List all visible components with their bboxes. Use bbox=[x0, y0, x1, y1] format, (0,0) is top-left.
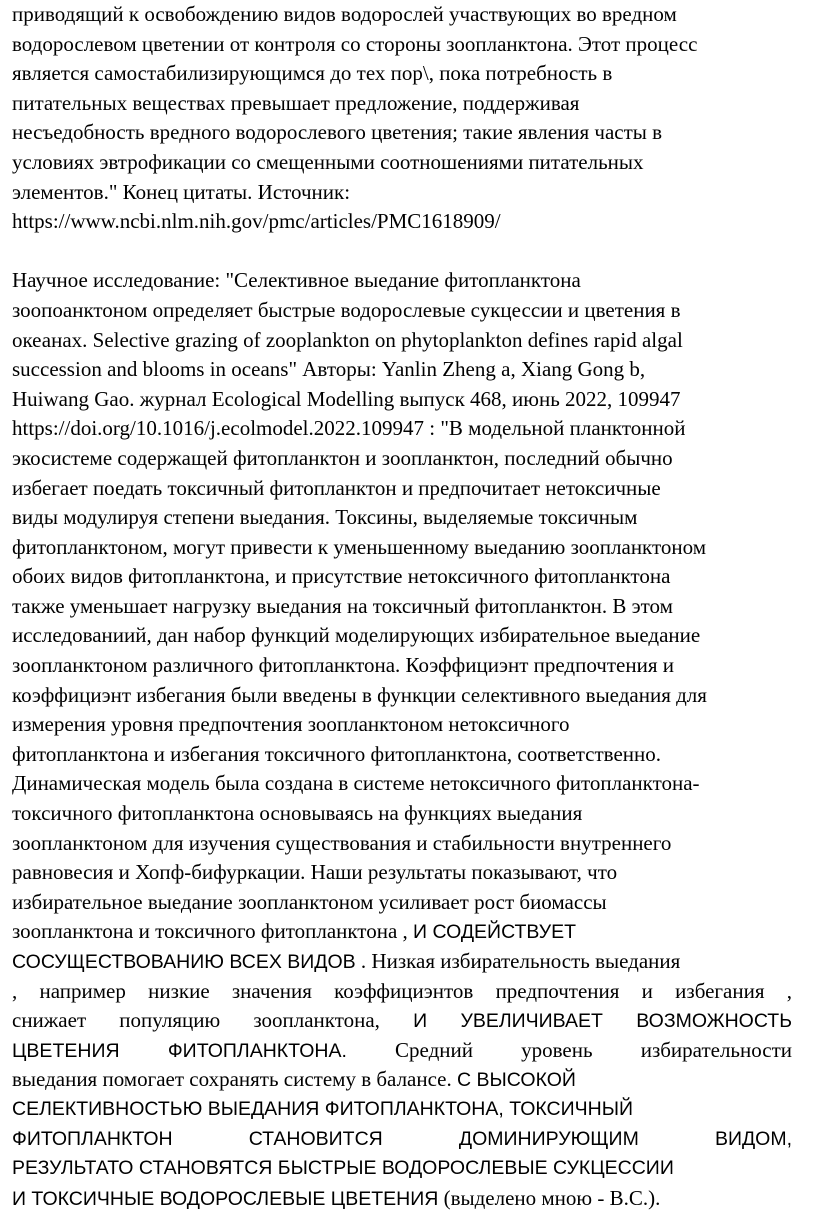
emphasis-caps: СОСУЩЕСТВОВАНИЮ ВСЕХ ВИДОВ bbox=[12, 951, 356, 973]
text-run: зоопланктона и токсичного фитопланктона , bbox=[12, 919, 414, 944]
text-line bbox=[12, 1036, 792, 1066]
source-url: https://www.ncbi.nlm.nih.gov/pmc/articles/PMC1618909/ bbox=[12, 209, 501, 234]
text-line: фитопланктоном, могут привести к уменьшенному выеданию зоопланктоном bbox=[12, 534, 707, 559]
emphasis-caps-line: СЕЛЕКТИВНОСТЬЮ ВЫЕДАНИЯ ФИТОПЛАНКТОНА, ТОКСИЧНЫЙ bbox=[12, 1097, 634, 1120]
text-line: измерения уровня предпочтения зоопланктоном нетоксичного bbox=[12, 712, 570, 737]
paragraph-citation-end bbox=[12, 0, 792, 237]
emphasis-caps: И УВЕЛИЧИВАЕТ ВОЗМОЖНОСТЬ bbox=[413, 1010, 792, 1033]
text-line: Huiwang Gao. журнал Ecological Modelling выпуск 468, июнь 2022, 109947 bbox=[12, 386, 681, 411]
text-run: выедания помогает сохранять систему в балансе. bbox=[12, 1067, 457, 1092]
emphasis-caps-line: ФИТОПЛАНКТОН СТАНОВИТСЯ ДОМИНИРУЮЩИМ ВИДОМ, bbox=[12, 1127, 792, 1150]
text-line bbox=[12, 917, 792, 947]
text-line: виды модулируя степени выедания. Токсины, выделяемые токсичным bbox=[12, 505, 638, 530]
text-line: коэффициэнт избегания были введены в функции селективного выедания для bbox=[12, 682, 707, 707]
text-line: зоопланктоном для изучения существования и стабильности внутреннего bbox=[12, 830, 672, 855]
text-line: приводящий к освобождению видов водорослей участвующих во вредном bbox=[12, 2, 677, 26]
text-line bbox=[12, 947, 792, 977]
text-line bbox=[12, 1184, 792, 1214]
text-line: обоих видов фитопланктона, и присутствие нетоксичного фитопланктона bbox=[12, 564, 671, 589]
text-line: фитопланктона и избегания токсичного фитопланктона, соответственно. bbox=[12, 741, 662, 766]
author-note: (выделено мною - В.С.). bbox=[438, 1185, 661, 1210]
text-line: избегает поедать токсичный фитопланктон и предпочитает нетоксичные bbox=[12, 475, 661, 500]
text-line: является самостабилизирующимся до тех пор\, пока потребность в bbox=[12, 61, 613, 86]
text-line: Научное исследование: "Селективное выедание фитопланктона bbox=[12, 268, 581, 293]
text-line: succession and blooms in oceans" Авторы: Yanlin Zheng a, Xiang Gong b, bbox=[12, 357, 646, 382]
text-run: снижает популяцию зоопланктона, bbox=[12, 1008, 414, 1033]
text-line: океанах. Selective grazing of zooplankton on phytoplankton defines rapid algal bbox=[12, 327, 683, 352]
emphasis-caps: И СОДЕЙСТВУЕТ bbox=[413, 921, 577, 944]
text-line: зоопланктоном различного фитопланктона. Коэффициэнт предпочтения и bbox=[12, 653, 674, 678]
text-run: . Низкая избирательность выедания bbox=[355, 949, 681, 973]
text-line: экосистеме содержащей фитопланктон и зоопланктон, последний обычно bbox=[12, 445, 673, 470]
emphasis-caps-line: РЕЗУЛЬТАТО СТАНОВЯТСЯ БЫСТРЫЕ ВОДОРОСЛЕВЫЕ СУКЦЕССИИ bbox=[12, 1157, 674, 1180]
emphasis-caps: ЦВЕТЕНИЯ ФИТОПЛАНКТОНА. bbox=[12, 1039, 347, 1062]
text-line: исследованиий, дан набор функций моделирующих избирательное выедание bbox=[12, 623, 701, 648]
text-line: элементов." Конец цитаты. Источник: bbox=[12, 179, 351, 204]
emphasis-caps: С ВЫСОКОЙ bbox=[457, 1069, 576, 1092]
text-line: водорослевом цветении от контроля со стороны зоопланктона. Этот процесс bbox=[12, 31, 698, 56]
text-line: токсичного фитопланктона основываясь на функциях выедания bbox=[12, 801, 583, 826]
text-line: питательных веществах превышает предложение, поддерживая bbox=[12, 90, 580, 115]
text-line: избирательное выедание зоопланктоном усиливает рост биомассы bbox=[12, 889, 607, 914]
text-run: Средний уровень избирательности bbox=[346, 1037, 792, 1062]
text-line: Динамическая модель была создана в системе нетоксичного фитопланктона- bbox=[12, 771, 700, 796]
text-line: равновесия и Хопф-бифуркации. Наши результаты показывают, что bbox=[12, 860, 618, 885]
text-line: условиях эвтрофикации со смещенными соотношениями питательных bbox=[12, 149, 644, 174]
doi-line: https://doi.org/10.1016/j.ecolmodel.2022.109947 : "В модельной планктонной bbox=[12, 416, 686, 441]
emphasis-caps: И ТОКСИЧНЫЕ ВОДОРОСЛЕВЫЕ ЦВЕТЕНИЯ bbox=[12, 1187, 439, 1210]
paragraph-gap bbox=[12, 237, 792, 267]
paragraph-study bbox=[12, 266, 792, 1213]
text-line: также уменьшает нагрузку выедания на токсичный фитопланктон. В этом bbox=[12, 593, 673, 618]
document-page bbox=[12, 0, 792, 1213]
text-line bbox=[12, 1065, 792, 1095]
text-line: , например низкие значения коэффициэнтов предпочтения и избегания , bbox=[12, 978, 792, 1003]
text-line bbox=[12, 1006, 792, 1036]
text-line: зоопоанктоном определяет быстрые водорослевые сукцессии и цветения в bbox=[12, 297, 681, 322]
text-line: несъедобность вредного водорослевого цветения; такие явления часты в bbox=[12, 120, 663, 145]
